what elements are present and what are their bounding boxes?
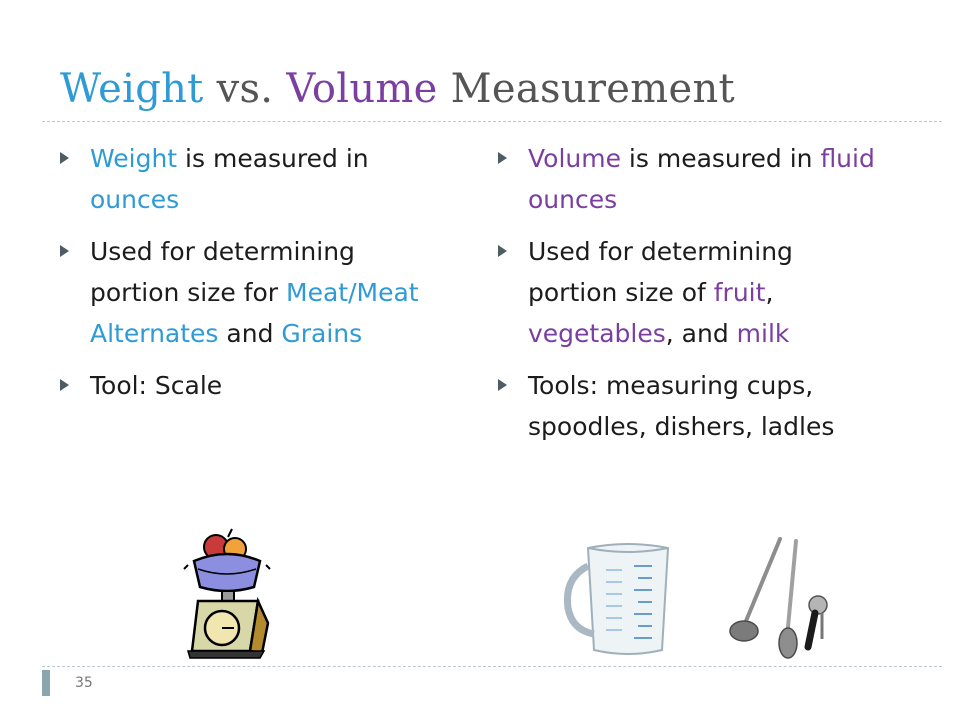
weight-term: Weight — [90, 144, 178, 173]
volume-bullet-3 — [498, 365, 878, 447]
volume-term: Volume — [528, 144, 621, 173]
weight-column — [60, 138, 440, 417]
fluid-ounces-term: fluid ounces — [528, 144, 875, 214]
bullet-text: , — [765, 278, 774, 307]
bullet-text: is measured in — [177, 144, 369, 173]
bullet-text: , and — [665, 319, 737, 348]
bullet-arrow-icon — [60, 152, 69, 164]
volume-bullet-1 — [498, 138, 878, 220]
footer-divider — [42, 666, 942, 667]
fruit-term: fruit — [713, 278, 766, 307]
bullet-text: is measured in — [620, 144, 821, 173]
bullet-text: and — [218, 319, 282, 348]
bullet-arrow-icon — [498, 152, 507, 164]
ladles-scoop-icon — [722, 535, 832, 660]
bullet-text: Tools: measuring cups, spoodles, dishers, ladles — [528, 371, 835, 441]
vegetables-term: vegetables — [528, 319, 666, 348]
title-divider — [42, 121, 942, 122]
footer-accent-bar — [42, 670, 50, 696]
grains-term: Grains — [281, 319, 363, 348]
bullet-text: Used for determining portion size of — [528, 237, 793, 307]
title-volume: Volume — [286, 66, 438, 112]
weight-bullet-3 — [60, 365, 440, 406]
meat-term: Meat/Meat Alternates — [90, 278, 419, 348]
volume-column — [498, 138, 878, 458]
weight-bullet-1 — [60, 138, 440, 220]
title-vs: vs. — [203, 66, 287, 112]
bullet-text: Tool: Scale — [90, 371, 223, 400]
ounces-term: ounces — [90, 185, 180, 214]
title-weight: Weight — [60, 66, 204, 112]
bullet-arrow-icon — [498, 379, 507, 391]
milk-term: milk — [736, 319, 790, 348]
title-measurement: Measurement — [437, 66, 735, 112]
bullet-text: Used for determining portion size for — [90, 237, 355, 307]
page-number: 35 — [75, 675, 93, 691]
kitchen-scale-icon — [180, 525, 275, 660]
weight-bullet-2 — [60, 231, 440, 354]
bullet-arrow-icon — [60, 245, 69, 257]
bullet-arrow-icon — [498, 245, 507, 257]
volume-bullet-2 — [498, 231, 878, 354]
measuring-cup-icon — [558, 538, 698, 658]
bullet-arrow-icon — [60, 379, 69, 391]
slide-title — [60, 66, 735, 112]
